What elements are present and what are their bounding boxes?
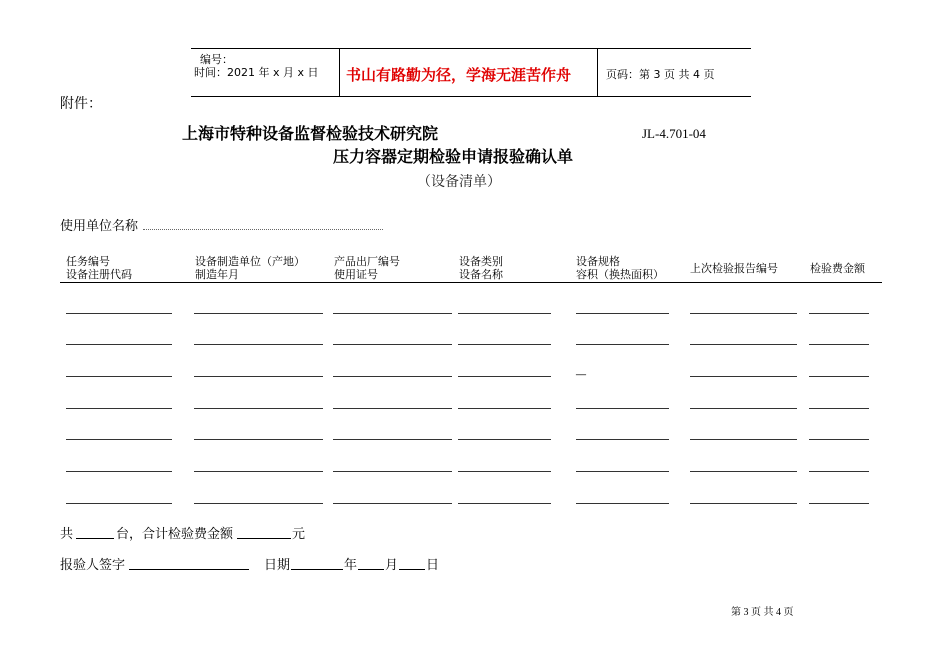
day-label: 日 xyxy=(426,558,440,573)
year-field[interactable] xyxy=(291,569,343,570)
table-cell[interactable] xyxy=(809,439,869,440)
column-header-manufacturer: 设备制造单位（产地） 制造年月 xyxy=(195,255,305,281)
table-cell[interactable] xyxy=(194,503,323,504)
table-cell[interactable] xyxy=(809,376,869,377)
table-cell[interactable] xyxy=(690,408,797,409)
table-cell[interactable] xyxy=(66,313,172,314)
table-cell[interactable] xyxy=(576,439,669,440)
table-cell[interactable] xyxy=(333,439,452,440)
table-cell[interactable] xyxy=(66,344,172,345)
form-code: JL-4.701-04 xyxy=(642,126,706,141)
total-fee-field[interactable] xyxy=(237,538,291,539)
table-cell[interactable] xyxy=(809,471,869,472)
table-cell[interactable] xyxy=(194,313,323,314)
table-cell[interactable] xyxy=(576,471,669,472)
table-cell[interactable] xyxy=(333,503,452,504)
date-label: 日期 xyxy=(264,558,291,573)
table-cell[interactable] xyxy=(690,344,797,345)
table-cell[interactable] xyxy=(576,344,669,345)
unit-count-field[interactable] xyxy=(76,538,114,539)
table-cell[interactable] xyxy=(333,408,452,409)
form-subtitle: （设备清单） xyxy=(417,174,501,190)
table-cell[interactable] xyxy=(458,439,551,440)
table-cell[interactable] xyxy=(576,503,669,504)
signer-label: 报验人签字 xyxy=(60,558,126,573)
table-cell[interactable] xyxy=(194,471,323,472)
table-cell[interactable] xyxy=(194,376,323,377)
user-unit-label: 使用单位名称 xyxy=(60,219,139,234)
table-cell[interactable] xyxy=(809,313,869,314)
column-header-task: 任务编号 设备注册代码 xyxy=(66,255,132,281)
table-cell[interactable] xyxy=(458,344,551,345)
cell-mark: __ xyxy=(576,365,586,376)
table-cell[interactable] xyxy=(690,439,797,440)
table-cell[interactable] xyxy=(690,471,797,472)
total-fee-label: 台，合计检验费金额 xyxy=(116,527,234,542)
table-cell[interactable] xyxy=(333,344,452,345)
table-cell[interactable] xyxy=(576,313,669,314)
user-unit-field[interactable] xyxy=(143,229,383,230)
table-cell[interactable] xyxy=(66,471,172,472)
table-cell[interactable] xyxy=(809,503,869,504)
table-cell[interactable] xyxy=(194,439,323,440)
table-cell[interactable] xyxy=(458,503,551,504)
table-cell[interactable] xyxy=(458,408,551,409)
table-cell[interactable] xyxy=(66,439,172,440)
page-info: 页码：第 3 页 共 4 页 xyxy=(606,68,715,81)
table-cell[interactable] xyxy=(66,503,172,504)
motto: 书山有路勤为径，学海无涯苦作舟 xyxy=(346,66,572,84)
day-field[interactable] xyxy=(399,569,425,570)
table-cell[interactable] xyxy=(194,408,323,409)
table-cell[interactable] xyxy=(66,408,172,409)
table-cell[interactable] xyxy=(458,313,551,314)
signer-field[interactable] xyxy=(129,569,249,570)
institute-name: 上海市特种设备监督检验技术研究院 xyxy=(182,124,439,143)
currency-label: 元 xyxy=(292,527,306,542)
document-number-label: 编号： xyxy=(200,53,233,66)
table-cell[interactable] xyxy=(690,313,797,314)
total-prefix: 共 xyxy=(60,527,74,542)
column-header-fee: 检验费金额 xyxy=(810,262,865,275)
column-header-serial: 产品出厂编号 使用证号 xyxy=(334,255,400,281)
table-cell[interactable] xyxy=(690,376,797,377)
month-label: 月 xyxy=(385,558,399,573)
table-cell[interactable] xyxy=(333,313,452,314)
table-cell[interactable] xyxy=(66,376,172,377)
header-rule xyxy=(60,282,882,283)
table-cell[interactable] xyxy=(333,376,452,377)
table-cell[interactable] xyxy=(458,376,551,377)
table-cell[interactable] xyxy=(458,471,551,472)
table-cell[interactable] xyxy=(194,344,323,345)
table-cell[interactable] xyxy=(690,503,797,504)
month-field[interactable] xyxy=(358,569,384,570)
table-cell[interactable] xyxy=(809,344,869,345)
table-cell[interactable] xyxy=(333,471,452,472)
form-title: 压力容器定期检验申请报验确认单 xyxy=(333,147,574,166)
table-cell[interactable] xyxy=(576,408,669,409)
document-date: 时间：2021 年 x 月 x 日 xyxy=(194,66,319,79)
footer-page-number: 第 3 页 共 4 页 xyxy=(731,607,794,618)
column-header-category: 设备类别 设备名称 xyxy=(459,255,503,281)
column-header-spec: 设备规格 容积（换热面积） xyxy=(576,255,664,281)
year-label: 年 xyxy=(344,558,358,573)
attachment-label: 附件： xyxy=(60,96,102,112)
table-cell[interactable] xyxy=(809,408,869,409)
column-header-last-report: 上次检验报告编号 xyxy=(690,262,778,275)
